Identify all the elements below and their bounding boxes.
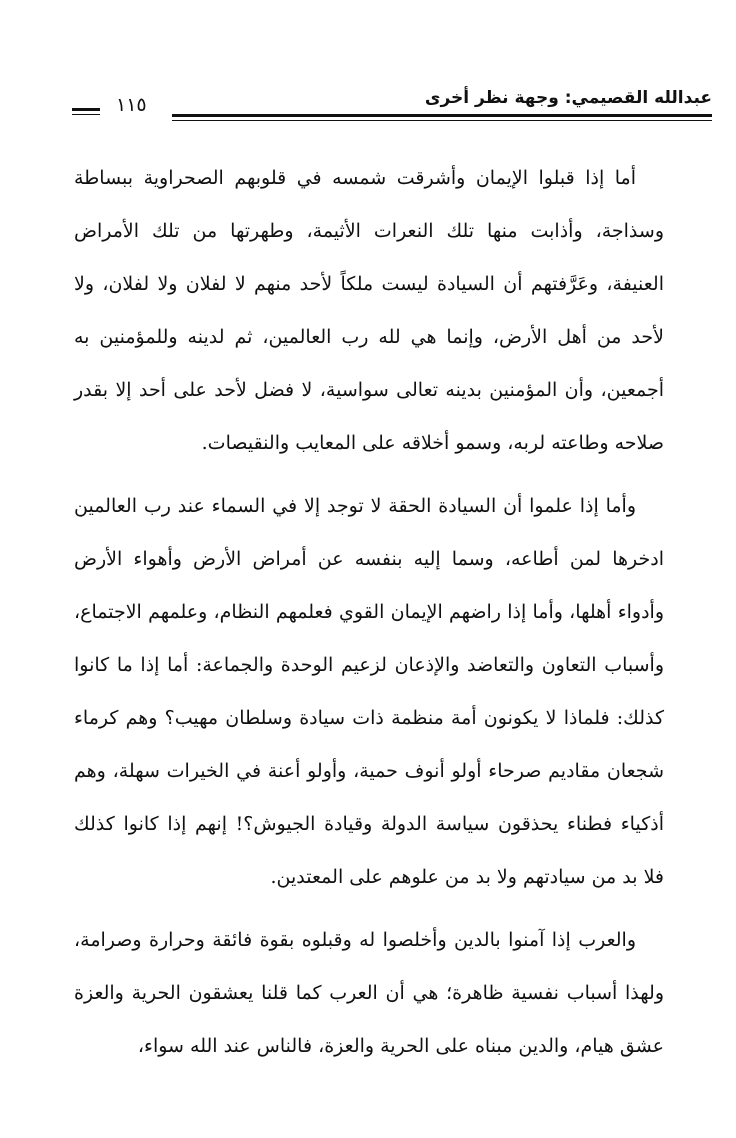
paragraph: وأما إذا علموا أن السيادة الحقة لا توجد إلا في السماء عند رب العالمين ادخرها لمن أطاعه، وسما إليه بنفسه عن أمراض الأرض وأهواء الأرض وأدواء أهلها، وأما إذا راضهم الإيمان القوي فعلمهم النظام، وعلمهم الاجتماع، وأسباب التعاون والتعاضد والإذعان لزعيم الوحدة والجماعة: أما إذا ما كانوا كذلك: فلماذا لا يكونون أمة منظمة ذات سيادة وسلطان مهيب؟ وهم كرماء شجعان مقاديم صرحاء أولو أنوف حمية، وأولو أعنة في الخيرات سهلة، وهم أذكياء فطناء يحذقون سياسة الدولة وقيادة الجيوش؟! إنهم إذا كانوا كذلك فلا بد من سيادتهم ولا بد من علوهم على المعتدين. xyxy=(74,495,664,888)
running-title: عبدالله القصيمي: وجهة نظر أخرى xyxy=(424,88,712,108)
header-rule xyxy=(172,114,712,121)
paragraph: والعرب إذا آمنوا بالدين وأخلصوا له وقبلوه بقوة فائقة وحرارة وصرامة، ولهذا أسباب نفسية ظاهرة؛ هي أن العرب كما قلنا يعشقون الحرية والعزة عشق هيام، والدين مبناه على الحرية والعزة، فالناس عند الله سواء، xyxy=(74,929,664,1057)
paragraph: أما إذا قبلوا الإيمان وأشرقت شمسه في قلوبهم الصحراوية ببساطة وسذاجة، وأذابت منها تلك النعرات الأثيمة، وطهرتها من تلك الأمراض العنيفة، وعَرَّفتهم أن السيادة ليست ملكاً لأحد منهم لا لفلان ولا لفلان، ولا لأحد من أهل الأرض، وإنما هي لله رب العالمين، ثم لدينه وللمؤمنين به أجمعين، وأن المؤمنين بدينه تعالى سواسية، لا فضل لأحد على أحد إلا بقدر صلاحه وطاعته لربه، وسمو أخلاقه على المعايب والنقيصات. xyxy=(74,167,664,454)
body-text xyxy=(74,152,664,1083)
page-number: ١١٥ xyxy=(116,94,147,116)
header-left-rule xyxy=(72,108,100,115)
running-header xyxy=(72,88,712,128)
